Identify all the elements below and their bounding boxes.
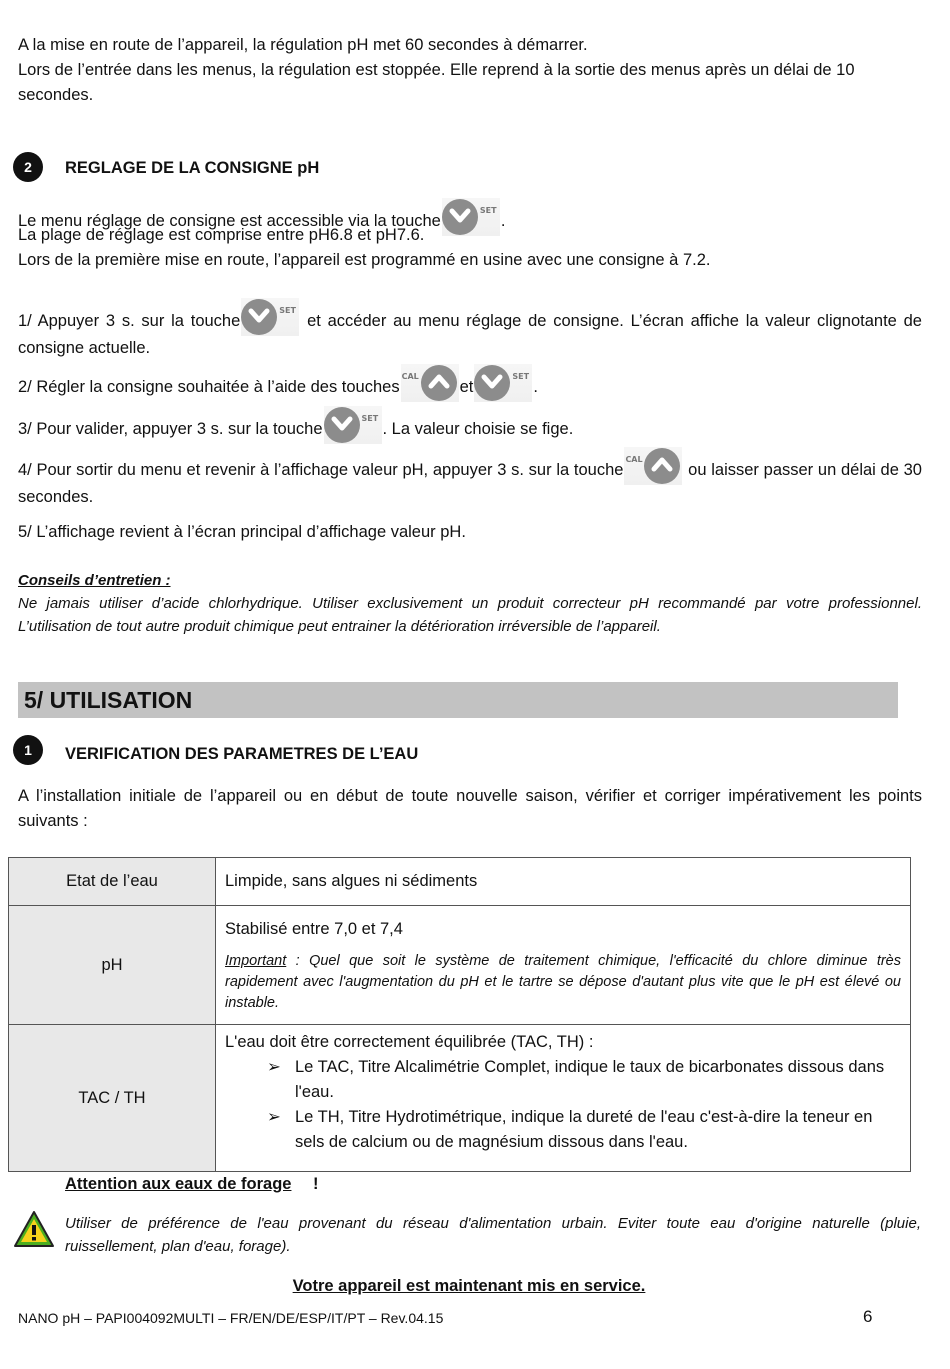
final-statement: Votre appareil est maintenant mis en service. xyxy=(292,1277,646,1295)
section-number-badge: 2 xyxy=(13,152,43,182)
step-5: 5/ L’affichage revient à l’écran principal d’affichage valeur pH. xyxy=(18,523,466,541)
param-label: Etat de l’eau xyxy=(9,858,216,906)
step-3-text-b: . La valeur choisie se fige. xyxy=(382,420,574,438)
cal-key-icon: CAL xyxy=(624,447,682,485)
param-value-cell xyxy=(216,906,911,1025)
subsection-number-badge: 1 xyxy=(13,735,43,765)
maintenance-heading: Conseils d’entretien : xyxy=(18,572,171,589)
step-2 xyxy=(18,364,922,402)
warning-text: Utiliser de préférence de l'eau provenant du réseau d'alimentation urbain. Eviter toute eau d'origine naturelle (pluie, ruissellement, plan d'eau, forage). xyxy=(65,1215,921,1255)
step-4 xyxy=(18,447,922,510)
setpoint-range: La plage de réglage est comprise entre pH6.8 et pH7.6. xyxy=(18,226,425,244)
step-4-text-a: 4/ Pour sortir du menu et revenir à l’affichage valeur pH, appuyer 3 s. sur la touche xyxy=(18,461,624,479)
footer-reference: NANO pH – PAPI004092MULTI – FR/EN/DE/ESP/IT/PT – Rev.04.15 xyxy=(18,1310,444,1326)
step-3 xyxy=(18,406,922,444)
bullet-text: Le TH, Titre Hydrotimétrique, indique la dureté de l'eau c'est-à-dire la teneur en sels de calcium ou de magnésium dissous dans l'eau. xyxy=(295,1108,873,1151)
intro-block xyxy=(18,33,922,108)
param-label: TAC / TH xyxy=(9,1025,216,1172)
warning-exclamation: ! xyxy=(313,1175,319,1193)
param-value: Stabilisé entre 7,0 et 7,4 xyxy=(225,919,403,938)
bullet-text: Le TAC, Titre Alcalimétrie Complet, indique le taux de bicarbonates dissous dans l'eau. xyxy=(295,1058,885,1101)
section-title-utilisation: 5/ UTILISATION xyxy=(24,686,193,713)
setpoint-factory: Lors de la première mise en route, l’appareil est programmé en usine avec une consigne à 7.2. xyxy=(18,251,711,269)
step-4-text-b: ou laisser passer un délai de 30 secondes. xyxy=(18,461,922,506)
step-3-text-a: 3/ Pour valider, appuyer 3 s. sur la touche xyxy=(18,420,323,438)
cal-key-icon: CAL xyxy=(401,364,459,402)
warning-triangle-icon xyxy=(13,1210,55,1248)
arrow-bullet-icon: ➢ xyxy=(267,1108,281,1126)
table-row xyxy=(9,906,911,1025)
set-key-icon: SET xyxy=(241,298,299,336)
intro-line-2: Lors de l’entrée dans les menus, la régulation est stoppée. Elle reprend à la sortie des menus après un délai de 10 secondes. xyxy=(18,61,855,104)
param-value: L'eau doit être correctement équilibrée (TAC, TH) : xyxy=(225,1033,594,1051)
maintenance-block xyxy=(18,569,922,638)
set-key-icon: SET xyxy=(474,364,532,402)
param-label: pH xyxy=(9,906,216,1025)
list-item xyxy=(267,1105,901,1155)
table-row xyxy=(9,1025,911,1172)
water-parameters-table xyxy=(8,857,911,1172)
ph-important-note xyxy=(225,951,901,1014)
water-check-intro: A l’installation initiale de l’appareil ou en début de toute nouvelle saison, vérifier et corriger impérativement les points suivants : xyxy=(18,787,922,830)
subsection-title-water: VERIFICATION DES PARAMETRES DE L’EAU xyxy=(65,745,419,763)
step-1-text-a: 1/ Appuyer 3 s. sur la touche xyxy=(18,312,241,330)
set-key-icon: SET xyxy=(442,198,500,236)
section-bar-utilisation xyxy=(18,682,898,718)
section-title-setpoint: REGLAGE DE LA CONSIGNE pH xyxy=(65,159,320,177)
param-value-cell xyxy=(216,1025,911,1172)
ph-important-text: : Quel que soit le système de traitement chimique, l'efficacité du chlore diminue très rapidement avec l'augmentation du pH et le tartre se dépose d'autant plus vite que le pH est élevé ou instable. xyxy=(225,952,901,1011)
maintenance-text: Ne jamais utiliser d’acide chlorhydrique. Utiliser exclusivement un produit correcteur pH recommandé par votre professionnel. L’utilisation de tout autre produit chimique peut entrainer la détérioration irréversible de l’appareil. xyxy=(18,595,922,635)
param-value: Limpide, sans algues ni sédiments xyxy=(216,858,911,906)
setpoint-access-text: Le menu réglage de consigne est accessible via la touche xyxy=(18,212,441,230)
set-key-icon: SET xyxy=(324,406,382,444)
step-2-text-b: . xyxy=(533,378,538,396)
step-2-text-a: 2/ Régler la consigne souhaitée à l’aide des touches xyxy=(18,378,400,396)
table-row xyxy=(9,858,911,906)
ph-important-label: Important xyxy=(225,952,287,969)
setpoint-access-end: . xyxy=(500,212,506,230)
page-number: 6 xyxy=(863,1307,873,1326)
step-1 xyxy=(18,298,922,361)
list-item xyxy=(267,1055,901,1105)
tac-th-list xyxy=(225,1055,901,1155)
intro-line-1: A la mise en route de l’appareil, la régulation pH met 60 secondes à démarrer. xyxy=(18,36,588,54)
arrow-bullet-icon: ➢ xyxy=(267,1058,281,1076)
warning-title: Attention aux eaux de forage xyxy=(65,1175,292,1193)
step-1-text-b: et accéder au menu réglage de consigne. L’écran affiche la valeur clignotante de consigne actuelle. xyxy=(18,312,922,357)
step-2-text-mid: et xyxy=(459,378,474,396)
